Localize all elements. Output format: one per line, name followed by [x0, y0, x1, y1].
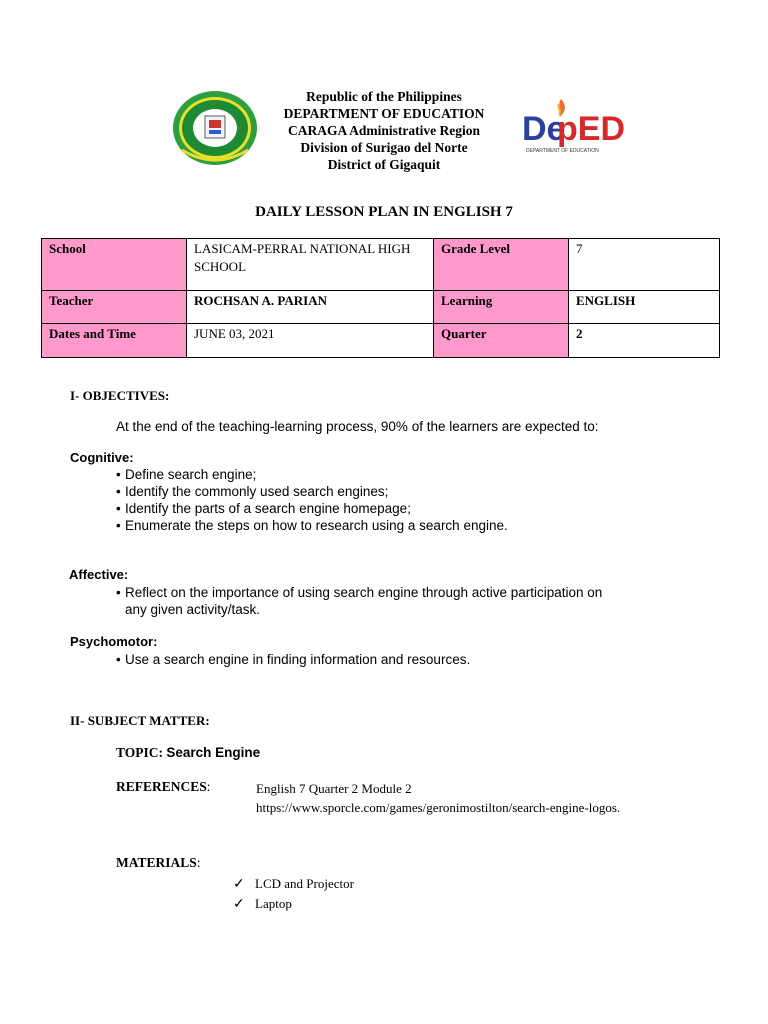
topic-line	[116, 745, 260, 761]
materials-label-line	[116, 855, 201, 871]
header-line-department: DEPARTMENT OF EDUCATION	[283, 106, 485, 121]
objectives-intro: At the end of the teaching-learning process, 90% of the learners are expected to:	[116, 419, 599, 434]
learning-label: Learning	[434, 291, 569, 324]
psychomotor-label: Psychomotor:	[70, 634, 158, 649]
cognitive-label: Cognitive:	[70, 450, 134, 465]
quarter-value: 2	[569, 324, 720, 358]
school-value: LASICAM-PERRAL NATIONAL HIGH SCHOOL	[187, 239, 434, 291]
letterhead	[0, 88, 768, 173]
references-label-line	[116, 779, 211, 795]
table-row	[42, 239, 720, 291]
header-line-republic: Republic of the Philippines	[306, 89, 462, 104]
materials-label: MATERIALS	[116, 855, 197, 870]
dates-value: JUNE 03, 2021	[187, 324, 434, 358]
materials-colon: :	[196, 855, 201, 870]
list-item: ✓ LCD and Projector	[233, 876, 354, 892]
teacher-value: ROCHSAN A. PARIAN	[187, 291, 434, 324]
lesson-info-table	[41, 238, 720, 358]
list-item: • Identify the commonly used search engines;	[116, 484, 389, 499]
svg-text:DEPARTMENT OF EDUCATION: DEPARTMENT OF EDUCATION	[526, 148, 599, 154]
header-line-district: District of Gigaquit	[327, 157, 441, 172]
document-title: DAILY LESSON PLAN IN ENGLISH 7	[255, 204, 513, 220]
materials-list	[233, 874, 354, 914]
grade-level-label: Grade Level	[434, 239, 569, 291]
topic-label: TOPIC:	[116, 745, 164, 760]
references-list	[256, 779, 620, 817]
psychomotor-list	[116, 651, 470, 668]
cognitive-list	[116, 466, 508, 534]
list-item-continuation: any given activity/task.	[125, 602, 261, 617]
affective-label: Affective:	[69, 567, 129, 582]
list-item: • Identify the parts of a search engine homepage;	[116, 501, 411, 516]
objectives-heading: I- OBJECTIVES:	[70, 388, 170, 403]
dates-label: Dates and Time	[42, 324, 187, 358]
reference-item: English 7 Quarter 2 Module 2	[256, 781, 412, 796]
header-line-region: CARAGA Administrative Region	[288, 123, 480, 138]
grade-level-value: 7	[569, 239, 720, 291]
list-item: • Define search engine;	[116, 467, 257, 482]
svg-text:pED: pED	[557, 110, 625, 148]
subject-matter-heading: II- SUBJECT MATTER:	[70, 713, 210, 728]
affective-list	[116, 584, 602, 618]
table-row	[42, 291, 720, 324]
list-item: • Reflect on the importance of using search engine through active participation on	[116, 585, 603, 600]
list-item: • Use a search engine in finding information and resources.	[116, 652, 471, 667]
reference-url: https://www.sporcle.com/games/geronimostilton/search-engine-logos.	[256, 800, 621, 815]
quarter-label: Quarter	[434, 324, 569, 358]
list-item: ✓ Laptop	[233, 896, 292, 912]
header-line-division: Division of Surigao del Norte	[300, 140, 468, 155]
references-colon: :	[206, 779, 211, 794]
learning-value: ENGLISH	[569, 291, 720, 324]
teacher-label: Teacher	[42, 291, 187, 324]
references-label: REFERENCES	[116, 779, 207, 794]
svg-text:De: De	[522, 110, 566, 148]
table-row	[42, 324, 720, 358]
checkmark-icon: ✓	[233, 877, 245, 892]
checkmark-icon: ✓	[233, 897, 245, 912]
school-label: School	[42, 239, 187, 291]
list-item: • Enumerate the steps on how to research using a search engine.	[116, 518, 508, 533]
topic-value: Search Engine	[166, 745, 261, 760]
